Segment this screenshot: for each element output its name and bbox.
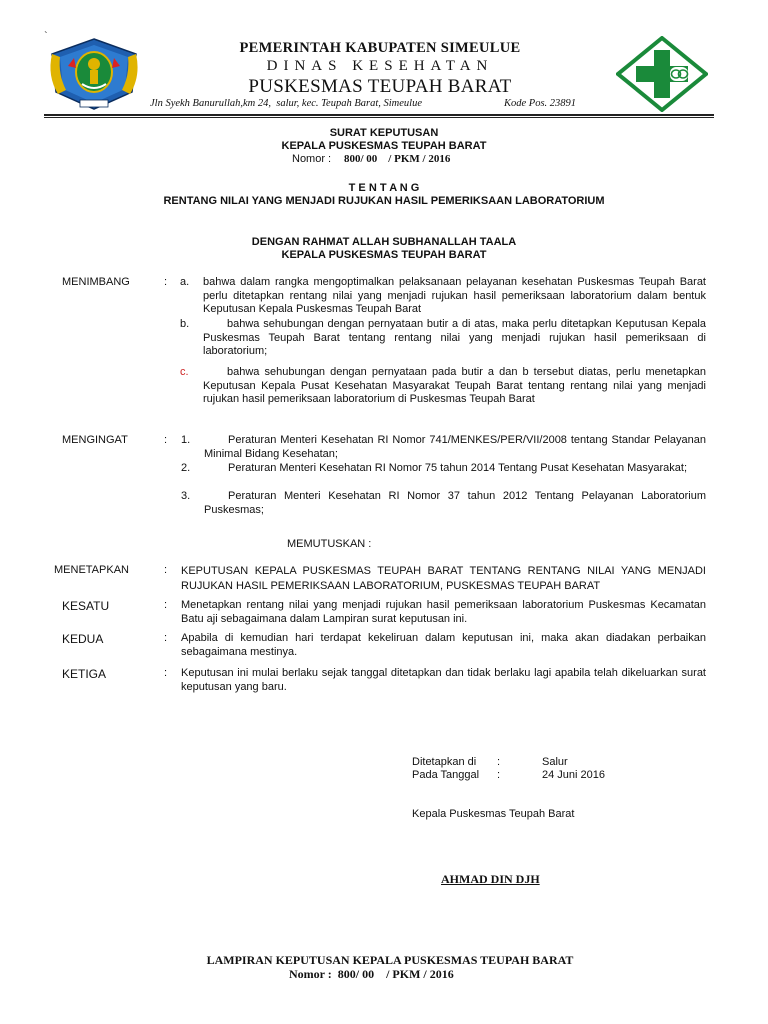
postal-code: Kode Pos. 23891 bbox=[504, 98, 577, 109]
decree-about: T E N T A N G bbox=[348, 182, 420, 194]
header-divider bbox=[44, 114, 714, 118]
government-title: PEMERINTAH KABUPATEN SIMEULUE bbox=[239, 40, 521, 56]
institution-title: PUSKESMAS TEUPAH BARAT bbox=[248, 76, 512, 97]
mengingat-marker-1: 1. bbox=[181, 434, 191, 446]
menimbang-marker-b: b. bbox=[180, 318, 190, 330]
stray-mark: ` bbox=[44, 30, 48, 42]
puskesmas-logo-icon bbox=[616, 36, 708, 112]
menetapkan-text: KEPUTUSAN KEPALA PUSKESMAS TEUPAH BARAT TENTANG RENTANG NILAI YANG MENJADI RUJUKAN HASIL PEMERIKSAAN LABORATORIUM, PUSKESMAS TEUPAH BARAT bbox=[181, 565, 706, 592]
decree-issuer: KEPALA PUSKESMAS TEUPAH BARAT bbox=[281, 140, 487, 152]
place-value: Salur bbox=[542, 756, 568, 768]
kesatu-colon: : bbox=[164, 599, 168, 611]
date-colon: : bbox=[497, 769, 501, 781]
mengingat-text-2: Peraturan Menteri Kesehatan RI Nomor 75 tahun 2014 Tentang Pusat Kesehatan Masyarakat; bbox=[228, 462, 688, 474]
menetapkan-label: MENETAPKAN bbox=[54, 564, 129, 576]
mengingat-text-1: Peraturan Menteri Kesehatan RI Nomor 741/MENKES/PER/VII/2008 tentang Standar Pelayanan Minimal Bidang Kesehatan; bbox=[204, 434, 706, 460]
mengingat-text-3: Peraturan Menteri Kesehatan RI Nomor 37 tahun 2012 Tentang Pelayanan Laboratorium Puskesmas; bbox=[204, 490, 706, 516]
agency-title: DINAS KESEHATAN bbox=[266, 58, 494, 74]
menimbang-text-b: bahwa sehubungan dengan pernyataan butir a di atas, maka perlu ditetapkan Keputusan Kepala Puskesmas Teupah Barat tentang rentang nilai yang menjadi rujukan hasil pemeriksaan di laboratorium; bbox=[203, 318, 706, 358]
menimbang-text-a: bahwa dalam rangka mengoptimalkan pelaksanaan pelayanan kesehatan Puskesmas Teupah Barat perlu ditetapkan rentang nilai yang menjadi rujukan hasil pemeriksaan laboratorium dalam bentuk Keputusan Kepala Puskesmas Teupah Barat bbox=[203, 276, 706, 316]
menimbang-marker-a: a. bbox=[180, 276, 190, 288]
date-value: 24 Juni 2016 bbox=[542, 769, 605, 781]
regency-emblem-icon bbox=[46, 36, 142, 112]
lampiran-title: LAMPIRAN KEPUTUSAN KEPALA PUSKESMAS TEUPAH BARAT bbox=[206, 953, 574, 967]
decree-number: 800/ 00 / PKM / 2016 bbox=[344, 153, 451, 165]
grace-line: DENGAN RAHMAT ALLAH SUBHANALLAH TAALA bbox=[251, 236, 517, 248]
mengingat-marker-2: 2. bbox=[181, 462, 191, 474]
memutuskan-heading: MEMUTUSKAN : bbox=[287, 538, 372, 550]
signatory-position: Kepala Puskesmas Teupah Barat bbox=[412, 808, 575, 820]
ketiga-colon: : bbox=[164, 667, 168, 679]
place-colon: : bbox=[497, 756, 501, 768]
ketiga-text: Keputusan ini mulai berlaku sejak tanggal ditetapkan dan tidak berlaku lagi apabila telah dikeluarkan surat keputusan yang baru. bbox=[181, 667, 706, 693]
decree-title: SURAT KEPUTUSAN bbox=[329, 127, 439, 139]
menimbang-marker-c: c. bbox=[180, 366, 189, 378]
address-text: Jln Syekh Banurullah,km 24, salur, kec. Teupah Barat, Simeulue bbox=[150, 98, 422, 109]
menimbang-label: MENIMBANG bbox=[62, 276, 130, 288]
kesatu-label: KESATU bbox=[62, 599, 110, 613]
kedua-label: KEDUA bbox=[62, 632, 104, 646]
ketiga-label: KETIGA bbox=[62, 667, 107, 681]
menimbang-colon: : bbox=[164, 276, 168, 288]
lampiran-number: Nomor : 800/ 00 / PKM / 2016 bbox=[289, 967, 454, 981]
place-label: Ditetapkan di bbox=[412, 756, 477, 768]
decree-subject: RENTANG NILAI YANG MENJADI RUJUKAN HASIL PEMERIKSAAN LABORATORIUM bbox=[163, 195, 605, 207]
kedua-colon: : bbox=[164, 632, 168, 644]
mengingat-marker-3: 3. bbox=[181, 490, 191, 502]
kedua-text: Apabila di kemudian hari terdapat kekeliruan dalam keputusan ini, maka akan diadakan perbaikan sebagaimana mestinya. bbox=[181, 632, 706, 658]
kesatu-text: Menetapkan rentang nilai yang menjadi rujukan hasil pemeriksaan laboratorium Puskesmas Kecamatan Batu aji sebagaimana dalam Lampiran surat keputusan ini. bbox=[181, 599, 706, 625]
menetapkan-colon: : bbox=[164, 564, 168, 576]
decree-number-label: Nomor : bbox=[292, 153, 332, 165]
date-label: Pada Tanggal bbox=[412, 769, 480, 781]
mengingat-colon: : bbox=[164, 434, 168, 446]
menimbang-text-c: bahwa sehubungan dengan pernyataan pada butir a dan b tersebut diatas, perlu menetapkan Keputusan Kepala Pusat Kesehatan Masyarakat Teupah Barat tentang rentang nilai yang menjadi rujukan hasil pemeriksaan laboratorium di Puskesmas Teupah Barat bbox=[203, 366, 706, 406]
mengingat-label: MENGINGAT bbox=[62, 434, 128, 446]
signatory-name: AHMAD DIN DJH bbox=[441, 872, 540, 886]
grace-line-2: KEPALA PUSKESMAS TEUPAH BARAT bbox=[281, 249, 487, 261]
